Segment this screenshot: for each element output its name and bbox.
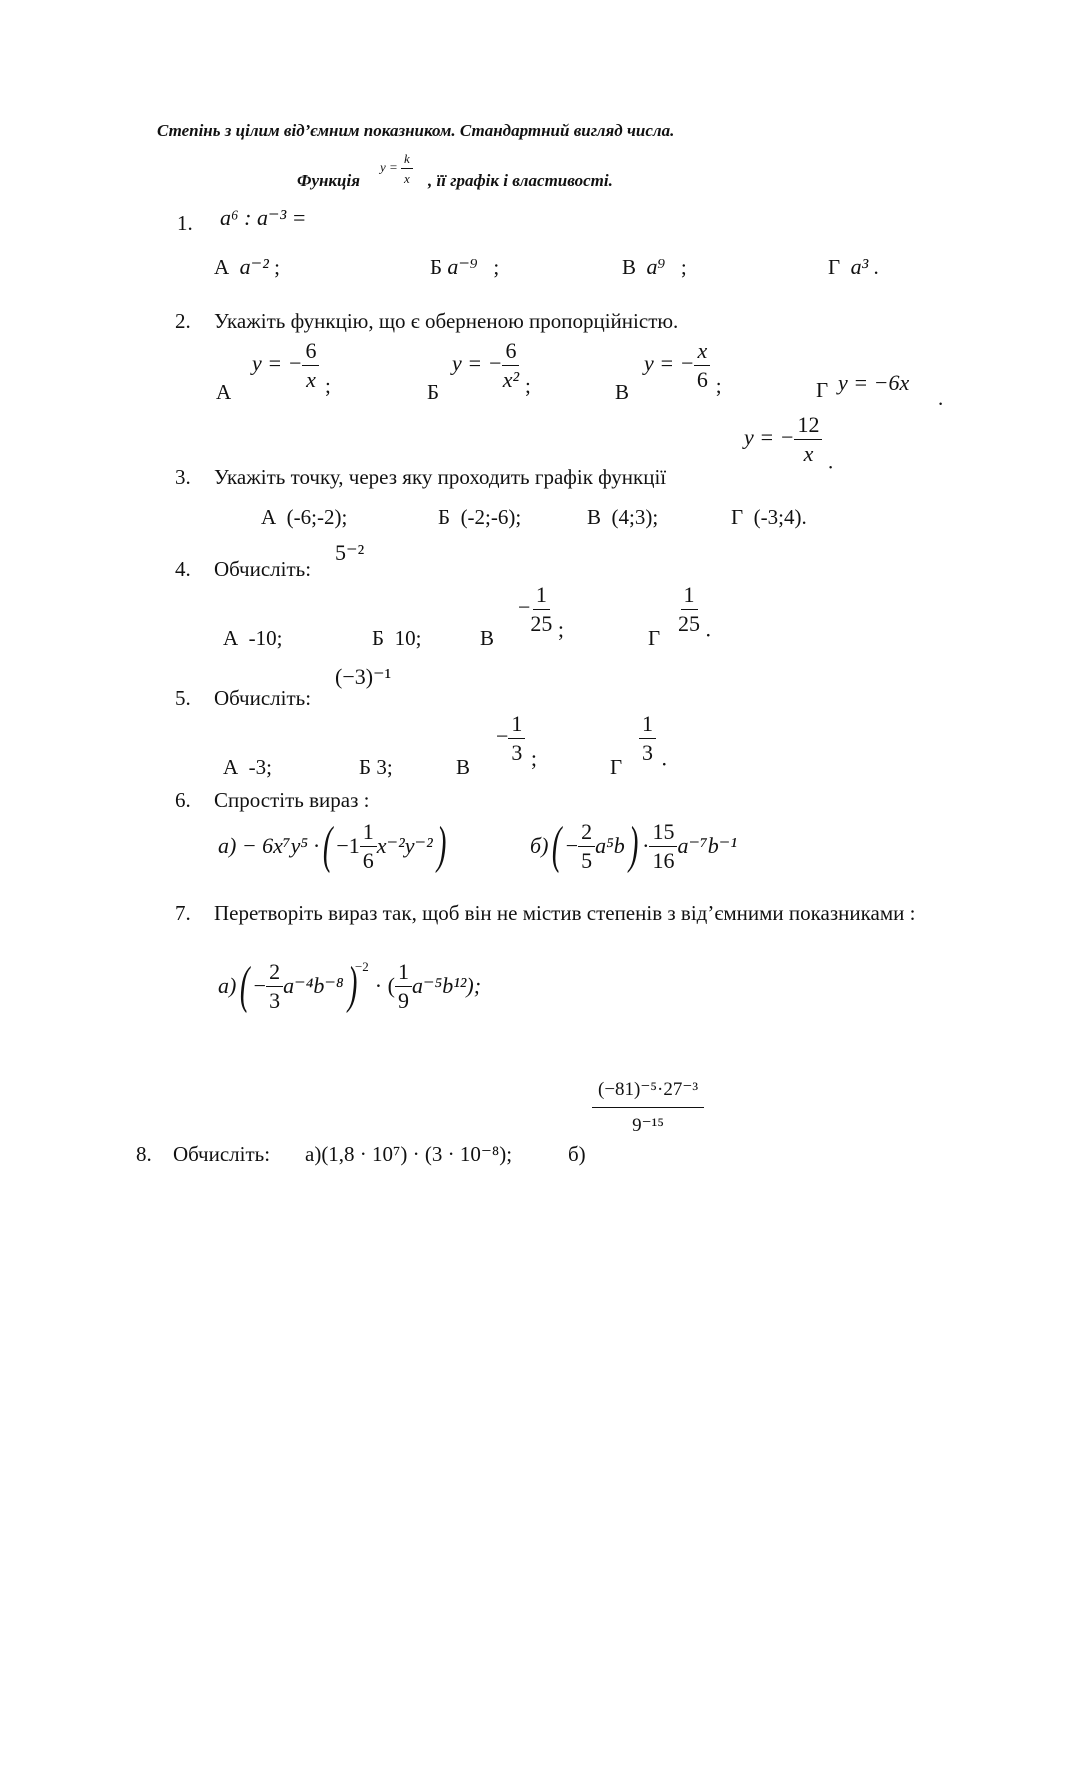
q4-option-g-letter: Г bbox=[648, 626, 661, 650]
q6-b-rest: a⁵b bbox=[595, 833, 625, 858]
option-letter: Б bbox=[438, 505, 451, 529]
option-num: 1 bbox=[639, 713, 656, 739]
option-num: 6 bbox=[302, 340, 319, 366]
option-letter: В bbox=[622, 255, 637, 279]
q7-a-den2: 9 bbox=[397, 987, 409, 1013]
q1-expression: a⁶ : a⁻³ = bbox=[220, 205, 307, 230]
q7-a-tail: a⁻⁵b¹²); bbox=[411, 973, 482, 998]
option-fraction bbox=[508, 713, 525, 764]
q6-b-fraction bbox=[578, 818, 595, 873]
q5-option-g bbox=[639, 713, 667, 770]
option-sign: − bbox=[496, 723, 509, 749]
q6-b-num: 2 bbox=[578, 821, 595, 847]
option-value: a⁻² bbox=[239, 254, 269, 279]
q6-a-prefix: а) − 6x⁷y⁵ · bbox=[218, 833, 319, 858]
q6-question: Спростіть вираз : bbox=[214, 788, 370, 812]
q2-option-g-end: . bbox=[938, 386, 944, 410]
option-value: a⁹ bbox=[646, 254, 666, 279]
option-den: 25 bbox=[678, 611, 700, 636]
option-fraction bbox=[639, 713, 656, 764]
q2-number: 2. bbox=[175, 309, 191, 333]
option-letter: А bbox=[223, 755, 239, 779]
q3-fn-fraction bbox=[794, 414, 822, 465]
option-den: 6 bbox=[696, 367, 708, 392]
option-letter: Б bbox=[372, 626, 385, 650]
q6-b-prefix: б) bbox=[530, 833, 549, 858]
q5-number: 5. bbox=[175, 686, 191, 710]
q6-number: 6. bbox=[175, 788, 191, 812]
q7-a-prefix: а) bbox=[218, 973, 237, 998]
option-end: . bbox=[705, 616, 711, 642]
option-value: 3; bbox=[376, 755, 393, 779]
q6-part-b bbox=[530, 817, 737, 874]
q6-b-tail: a⁻⁷b⁻¹ bbox=[677, 833, 737, 858]
q2-option-a bbox=[252, 340, 331, 397]
q7-number: 7. bbox=[175, 901, 191, 925]
q8-part-b-prefix: б) bbox=[568, 1142, 586, 1166]
q4-expression: 5⁻² bbox=[335, 540, 365, 565]
q5-option-v bbox=[496, 713, 537, 770]
option-den: x² bbox=[502, 367, 520, 392]
option-den: x bbox=[306, 367, 316, 392]
option-lhs: y = − bbox=[452, 350, 503, 376]
q7-a-fraction-2 bbox=[395, 958, 412, 1013]
left-paren: ( bbox=[240, 957, 250, 1014]
option-value: 10; bbox=[394, 626, 422, 650]
option-end: ; bbox=[680, 255, 687, 279]
option-fraction bbox=[302, 340, 319, 391]
q3-option-a bbox=[261, 507, 347, 528]
q8-part-b bbox=[592, 1080, 704, 1135]
option-den: 25 bbox=[530, 611, 553, 636]
q3-number: 3. bbox=[175, 465, 191, 489]
option-end: . bbox=[661, 745, 667, 771]
q6-a-rest: x⁻²y⁻² bbox=[376, 833, 433, 858]
option-fraction bbox=[502, 340, 519, 391]
title-fn-fraction bbox=[401, 152, 413, 185]
option-num: 1 bbox=[508, 713, 525, 739]
q3-fn-lhs: y = − bbox=[744, 424, 795, 450]
q1-option-g bbox=[828, 256, 879, 278]
title-function-suffix: , її графік і властивості. bbox=[428, 171, 613, 190]
option-fraction bbox=[530, 584, 552, 635]
q2-option-g-letter: Г bbox=[816, 378, 829, 402]
option-end: ; bbox=[557, 616, 565, 642]
q5-question: Обчисліть: bbox=[214, 686, 312, 710]
option-end: ; bbox=[715, 373, 722, 398]
q4-option-a bbox=[223, 628, 283, 649]
q2-question: Укажіть функцію, що є оберненою пропорційністю. bbox=[214, 309, 679, 333]
q5-option-b bbox=[359, 757, 393, 778]
q1-option-a bbox=[214, 256, 280, 278]
q2-option-b-letter: Б bbox=[427, 380, 440, 404]
q8-part-a: а)(1,8 · 10⁷) · (3 · 10⁻⁸); bbox=[305, 1142, 513, 1166]
q2-option-v bbox=[644, 340, 722, 397]
q6-b-dot: · bbox=[642, 833, 650, 858]
option-value: (-3;4). bbox=[753, 505, 807, 529]
option-letter: Б bbox=[359, 755, 372, 779]
q4-option-b bbox=[372, 628, 421, 649]
q6-b-sign: − bbox=[565, 833, 579, 858]
q4-question: Обчисліть: bbox=[214, 557, 312, 581]
q6-a-whole: −1 bbox=[336, 833, 360, 858]
option-end: ; bbox=[274, 255, 280, 279]
option-value: (4;3); bbox=[611, 505, 659, 529]
option-value: (-6;-2); bbox=[286, 505, 348, 529]
q8-b-den: 9⁻¹⁵ bbox=[632, 1115, 664, 1136]
q3-fn-num: 12 bbox=[794, 414, 822, 440]
q1-number: 1. bbox=[177, 211, 193, 235]
q4-option-g bbox=[678, 584, 711, 641]
right-paren: ) bbox=[436, 817, 447, 874]
option-den: 3 bbox=[511, 740, 523, 765]
option-fraction bbox=[694, 340, 710, 391]
option-den: 3 bbox=[642, 740, 653, 765]
q3-fn-end: . bbox=[827, 449, 834, 474]
q6-a-fraction bbox=[360, 818, 377, 873]
q7-a-sign: − bbox=[253, 973, 267, 998]
q1-option-b bbox=[430, 256, 499, 278]
q6-b-den: 5 bbox=[581, 847, 593, 873]
q7-part-a bbox=[218, 957, 482, 1014]
q7-a-num: 2 bbox=[266, 961, 283, 987]
option-num: x bbox=[694, 340, 710, 366]
option-sign: − bbox=[518, 594, 531, 620]
q3-question: Укажіть точку, через яку проходить графік функції bbox=[214, 465, 667, 489]
q3-option-b bbox=[438, 507, 521, 528]
option-value: -3; bbox=[248, 755, 272, 779]
q6-b-fraction-2 bbox=[649, 818, 677, 873]
q3-fn-den: x bbox=[803, 441, 814, 466]
q7-a-num2: 1 bbox=[395, 961, 412, 987]
q2-option-v-letter: В bbox=[615, 380, 630, 404]
option-letter: А bbox=[223, 626, 239, 650]
q4-option-v bbox=[518, 584, 564, 641]
q6-b-den2: 16 bbox=[652, 847, 675, 873]
option-fraction bbox=[678, 584, 700, 635]
q3-option-g bbox=[731, 507, 807, 528]
q7-a-mid: · ( bbox=[374, 973, 395, 998]
q8-b-num: (−81)⁻⁵·27⁻³ bbox=[592, 1080, 704, 1108]
q4-number: 4. bbox=[175, 557, 191, 581]
q3-function bbox=[744, 414, 833, 473]
q5-option-g-letter: Г bbox=[610, 755, 623, 779]
q1-option-v bbox=[622, 256, 687, 278]
option-value: a³ bbox=[850, 254, 869, 279]
q4-option-v-letter: В bbox=[480, 626, 495, 650]
q5-option-v-letter: В bbox=[456, 755, 471, 779]
q6-part-a bbox=[218, 817, 450, 874]
option-num: 1 bbox=[533, 584, 550, 610]
q6-b-num2: 15 bbox=[649, 821, 677, 847]
option-end: ; bbox=[324, 373, 331, 398]
option-end: ; bbox=[530, 745, 538, 771]
q7-question: Перетворіть вираз так, щоб він не містив степенів з від’ємними показниками : bbox=[214, 901, 916, 925]
option-letter: Б bbox=[430, 255, 443, 279]
title-fn-den: x bbox=[404, 171, 410, 186]
title-function-formula bbox=[380, 152, 413, 185]
q2-option-g-value: y = −6x bbox=[838, 370, 910, 395]
option-num: 6 bbox=[502, 340, 519, 366]
option-end: ; bbox=[493, 255, 500, 279]
q5-expression: (−3)⁻¹ bbox=[335, 664, 392, 689]
q7-a-rest: a⁻⁴b⁻⁸ bbox=[283, 973, 344, 998]
option-letter: А bbox=[261, 505, 277, 529]
option-lhs: y = − bbox=[644, 350, 695, 376]
left-paren: ( bbox=[322, 817, 333, 874]
option-value: -10; bbox=[248, 626, 283, 650]
q6-a-num: 1 bbox=[360, 821, 377, 847]
option-end: . bbox=[873, 255, 879, 279]
option-end: ; bbox=[524, 373, 531, 398]
option-value: a⁻⁹ bbox=[447, 254, 478, 279]
option-num: 1 bbox=[681, 584, 698, 610]
q5-option-a bbox=[223, 757, 272, 778]
q8-b-fraction bbox=[592, 1080, 704, 1135]
option-letter: Г bbox=[828, 255, 841, 279]
q2-option-b bbox=[452, 340, 531, 397]
q7-a-den: 3 bbox=[269, 987, 281, 1013]
q7-a-fraction bbox=[266, 958, 283, 1013]
q8-number: 8. bbox=[136, 1142, 152, 1166]
title-fn-y: y = bbox=[380, 159, 398, 175]
q3-option-v bbox=[587, 507, 658, 528]
right-paren: ) bbox=[347, 957, 358, 1014]
title-function-label: Функція bbox=[297, 171, 360, 190]
option-letter: В bbox=[587, 505, 602, 529]
q2-option-a-letter: А bbox=[216, 380, 232, 404]
option-value: (-2;-6); bbox=[460, 505, 522, 529]
q7-a-power: −2 bbox=[354, 959, 369, 974]
title-fn-num: k bbox=[401, 152, 413, 169]
option-letter: А bbox=[214, 255, 230, 279]
left-paren: ( bbox=[552, 817, 562, 874]
worksheet-title: Степінь з цілим від’ємним показником. Стандартний вигляд числа. bbox=[157, 121, 675, 140]
right-paren: ) bbox=[628, 817, 639, 874]
q8-question: Обчисліть: bbox=[173, 1142, 271, 1166]
q6-a-den: 6 bbox=[362, 847, 374, 873]
option-letter: Г bbox=[731, 505, 744, 529]
option-lhs: y = − bbox=[252, 350, 303, 376]
